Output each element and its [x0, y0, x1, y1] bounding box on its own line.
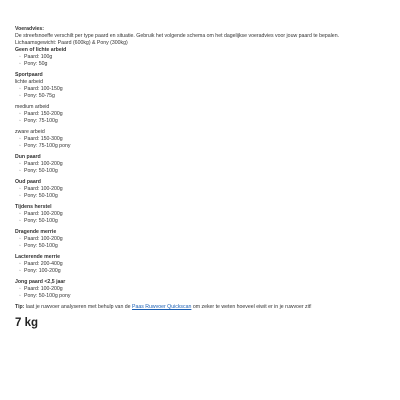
- dose-list: [15, 186, 385, 200]
- dose-list-item: ◦ Paard: 100-150g: [20, 86, 385, 93]
- dose-list-item: ◦ Paard: 150-300g: [20, 136, 385, 143]
- advice-title: Voeradvies:: [15, 26, 45, 32]
- feed-advice-content: [15, 26, 385, 330]
- tip-text-after: om zeker te weten hoeveel eiwit er in je ruwvoer zit!: [191, 304, 312, 310]
- advice-section: [15, 279, 385, 300]
- dose-list-item: ◦ Pony: 100-200g: [20, 268, 385, 275]
- dose-list-item: ◦ Paard: 100-200g: [20, 211, 385, 218]
- tip-text-before: laat je ruwvoer analyseren met behulp van de: [24, 304, 132, 310]
- dose-list-item: ◦ Pony: 50-100g: [20, 243, 385, 250]
- section-title: Dragende merrie: [15, 229, 57, 235]
- advice-group: [15, 211, 385, 225]
- advice-section: [15, 154, 385, 175]
- dose-list: [15, 54, 385, 68]
- dose-list-item: ◦ Paard: 100-200g: [20, 186, 385, 193]
- dose-list-item: ◦ Paard: 200-400g: [20, 261, 385, 268]
- section-title: Sportpaard: [15, 72, 43, 78]
- section-title: Lacterende merrie: [15, 254, 60, 260]
- section-title: Oud paard: [15, 179, 41, 185]
- dose-list-item: ◦ Paard: 100-200g: [20, 286, 385, 293]
- advice-section: [15, 47, 385, 68]
- advice-group: [15, 54, 385, 68]
- dose-list-item: ◦ Pony: 75-100g pony: [20, 143, 385, 150]
- dose-list-item: ◦ Paard: 100-200g: [20, 236, 385, 243]
- section-title: Dun paard: [15, 154, 41, 160]
- advice-group: [15, 104, 385, 125]
- advice-section: [15, 72, 385, 150]
- advice-group: [15, 186, 385, 200]
- dose-list: [15, 86, 385, 100]
- dose-list-item: ◦ Paard: 100g: [20, 54, 385, 61]
- advice-group: [15, 286, 385, 300]
- dose-list-item: ◦ Pony: 75-100g: [20, 118, 385, 125]
- advice-sections: [15, 47, 385, 300]
- advice-section: [15, 179, 385, 200]
- section-title: Tijdens herstel: [15, 204, 52, 210]
- section-title: Geen of lichte arbeid: [15, 47, 67, 53]
- group-subtitle: medium arbeid: [15, 104, 50, 110]
- dose-list: [15, 286, 385, 300]
- dose-list: [15, 211, 385, 225]
- advice-group: [15, 261, 385, 275]
- dose-list: [15, 111, 385, 125]
- body-weight-note: Lichaamsgewicht: Paard (600kg) & Pony (300kg): [15, 40, 128, 46]
- advice-group: [15, 236, 385, 250]
- dose-list: [15, 236, 385, 250]
- dose-list-item: ◦ Pony: 50-100g: [20, 193, 385, 200]
- dose-list-item: ◦ Pony: 50g: [20, 61, 385, 68]
- advice-section: [15, 204, 385, 225]
- advice-section: [15, 254, 385, 275]
- group-subtitle: lichte arbeid: [15, 79, 43, 85]
- dose-list: [15, 261, 385, 275]
- dose-list: [15, 161, 385, 175]
- result-value: 7 kg: [15, 317, 39, 329]
- advice-group: [15, 161, 385, 175]
- group-subtitle: zware arbeid: [15, 129, 45, 135]
- tip-paragraph: [15, 304, 385, 311]
- advice-group: [15, 79, 385, 100]
- dose-list-item: ◦ Pony: 50-100g: [20, 168, 385, 175]
- dose-list-item: ◦ Pony: 50-100g pony: [20, 293, 385, 300]
- section-title: Jong paard <2,5 jaar: [15, 279, 66, 285]
- quickscan-link[interactable]: Paas Ruwvoer Quickscan: [131, 304, 192, 310]
- dose-list-item: ◦ Paard: 150-200g: [20, 111, 385, 118]
- advice-section: [15, 229, 385, 250]
- advice-group: [15, 129, 385, 150]
- advice-intro: De streefsnoeffe verschilt per type paard en situatie. Gebruik het volgende schema om het dagelijkse voeradvies voor jouw paard te bepalen.: [15, 33, 340, 39]
- dose-list-item: ◦ Pony: 50-75g: [20, 93, 385, 100]
- dose-list: [15, 136, 385, 150]
- dose-list-item: ◦ Pony: 50-100g: [20, 218, 385, 225]
- dose-list-item: ◦ Paard: 100-200g: [20, 161, 385, 168]
- tip-label: Tip:: [15, 304, 25, 310]
